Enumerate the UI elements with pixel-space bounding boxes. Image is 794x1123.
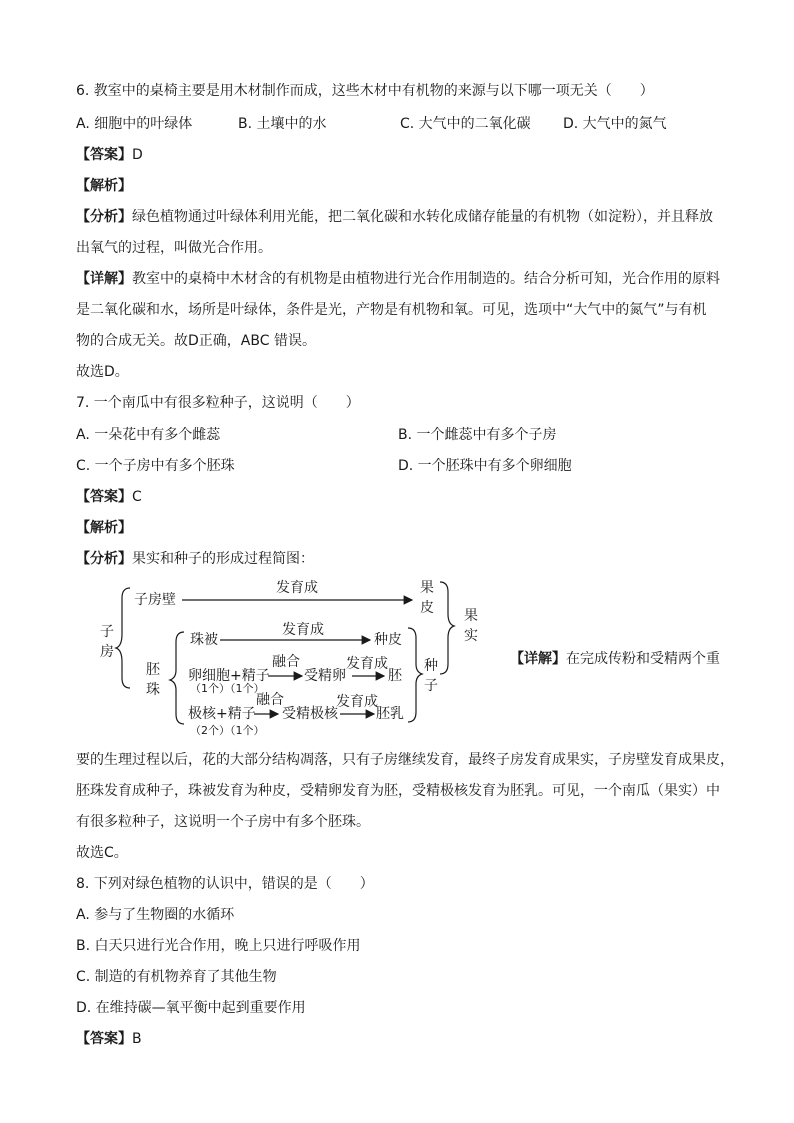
ovule-label: 胚	[146, 662, 160, 678]
q6-stem: 6. 教室中的桌椅主要是用木材制作而成，这些木材中有机物的来源与以下哪一项无关（ ）	[76, 83, 654, 99]
ovary-wall-label: 子房壁	[134, 592, 176, 608]
q6-detail-line-1	[76, 269, 720, 289]
q7-detail-line-0	[510, 649, 720, 669]
seed-label: 种	[424, 658, 438, 674]
q6-analysis-text-1: 绿色植物通过叶绿体利用光能，把二氧化碳和水转化成储存能量的有机物（如淀粉），并且释放	[132, 209, 713, 225]
fertilized-polar-label: 受精极核	[282, 706, 338, 722]
q8-option-c: C. 制造的有机物养育了其他生物	[76, 969, 277, 985]
develops-label-1: 发育成	[276, 580, 318, 596]
q6-answer-value: D	[132, 147, 143, 163]
q6-analysis-line-1	[76, 207, 713, 227]
analysis-tag: 【分析】	[76, 209, 132, 225]
ovary-label-2: 房	[100, 644, 114, 660]
fruit-seed-diagram	[90, 574, 510, 740]
fruit-label: 果	[464, 608, 478, 624]
q8-answer-value: B	[132, 1031, 142, 1047]
q8-option-d: D. 在维持碳—氧平衡中起到重要作用	[76, 1000, 306, 1016]
q7-option-a: A. 一朵花中有多个雌蕊	[76, 427, 221, 443]
develops-label-4: 发育成	[336, 694, 378, 710]
embryo-label: 胚	[388, 668, 402, 684]
integument-label: 珠被	[190, 632, 218, 648]
fruit-peel-label: 果	[420, 580, 434, 596]
q7-answer	[76, 487, 142, 507]
q6-answer	[76, 145, 143, 165]
q7-option-d: D. 一个胚珠中有多个卵细胞	[398, 458, 572, 474]
q6-analysis-title: 【解析】	[76, 178, 132, 194]
q6-option-b: B. 土壤中的水	[238, 116, 327, 132]
fruit-brace	[440, 582, 454, 674]
q8-stem: 8. 下列对绿色植物的认识中，错误的是（ ）	[76, 876, 374, 892]
detail-tag: 【详解】	[76, 271, 132, 287]
seed-label-2: 子	[424, 678, 438, 694]
ovule-brace	[170, 632, 184, 724]
q6-detail-text-1: 教室中的桌椅中木材含的有机物是由植物进行光合作用制造的。结合分析可知，光合作用的原料	[132, 271, 720, 287]
q6-detail-line-2: 是二氧化碳和水，场所是叶绿体，条件是光，产物是有机物和氧。可见，选项中“大气中的氮气”与有机	[76, 302, 707, 318]
fruit-label-2: 实	[464, 628, 478, 644]
q7-stem: 7. 一个南瓜中有很多粒种子，这说明（ ）	[76, 395, 360, 411]
q7-option-c: C. 一个子房中有多个胚珠	[76, 458, 235, 474]
q6-conclusion: 故选D。	[76, 364, 129, 380]
q6-option-a: A. 细胞中的叶绿体	[76, 116, 193, 132]
q7-detail-text-0: 在完成传粉和受精两个重	[566, 651, 720, 667]
q7-analysis-line-1	[76, 549, 314, 569]
q6-option-c: C. 大气中的二氧化碳	[400, 116, 531, 132]
q6-analysis-line-2: 出氧气的过程，叫做光合作用。	[76, 240, 272, 256]
egg-sperm-label: 卵细胞+精子	[188, 668, 270, 684]
q7-option-b: B. 一个雌蕊中有多个子房	[398, 427, 557, 443]
egg-sperm-counts: （1个）（1个）	[190, 682, 265, 695]
ovary-label: 子	[100, 624, 114, 640]
answer-tag: 【答案】	[76, 1031, 132, 1047]
q8-answer	[76, 1029, 142, 1049]
develops-label-2: 发育成	[282, 622, 324, 638]
q8-option-a: A. 参与了生物圈的水循环	[76, 907, 235, 923]
q7-conclusion: 故选C。	[76, 845, 128, 861]
answer-tag: 【答案】	[76, 147, 132, 163]
develops-label-3: 发育成	[346, 656, 388, 672]
q7-analysis-title: 【解析】	[76, 520, 132, 536]
ovule-label-2: 珠	[146, 682, 160, 698]
polar-sperm-counts: （2个）（1个）	[190, 724, 265, 737]
q6-detail-line-3: 物的合成无关。故D正确，ABC 错误。	[76, 333, 316, 349]
q6-option-d: D. 大气中的氮气	[563, 116, 667, 132]
q7-detail-line-2: 胚珠发育成种子，珠被发育为种皮，受精卵发育为胚，受精极核发育为胚乳。可见，一个南瓜（果实）中	[76, 783, 720, 799]
seed-brace	[408, 628, 422, 722]
fuse-label-1: 融合	[272, 654, 300, 670]
q8-option-b: B. 白天只进行光合作用，晚上只进行呼吸作用	[76, 938, 361, 954]
zygote-label: 受精卵	[304, 668, 346, 684]
polar-sperm-label: 极核+精子	[188, 706, 256, 722]
endosperm-label: 胚乳	[376, 706, 404, 722]
ovary-brace	[116, 588, 130, 688]
analysis-tag: 【分析】	[76, 551, 132, 567]
q7-answer-value: C	[132, 489, 142, 505]
fruit-peel-label-2: 皮	[420, 600, 434, 616]
q7-detail-line-1: 要的生理过程以后，花的大部分结构凋落，只有子房继续发育，最终子房发育成果实，子房壁发育成果皮，	[76, 752, 734, 768]
detail-tag: 【详解】	[510, 651, 566, 667]
q7-detail-line-3: 有很多粒种子，这说明一个子房中有多个胚珠。	[76, 814, 370, 830]
q7-analysis-text-1: 果实和种子的形成过程简图：	[132, 551, 314, 567]
answer-tag: 【答案】	[76, 489, 132, 505]
fuse-label-2: 融合	[256, 692, 284, 708]
seed-coat-label: 种皮	[374, 632, 402, 648]
